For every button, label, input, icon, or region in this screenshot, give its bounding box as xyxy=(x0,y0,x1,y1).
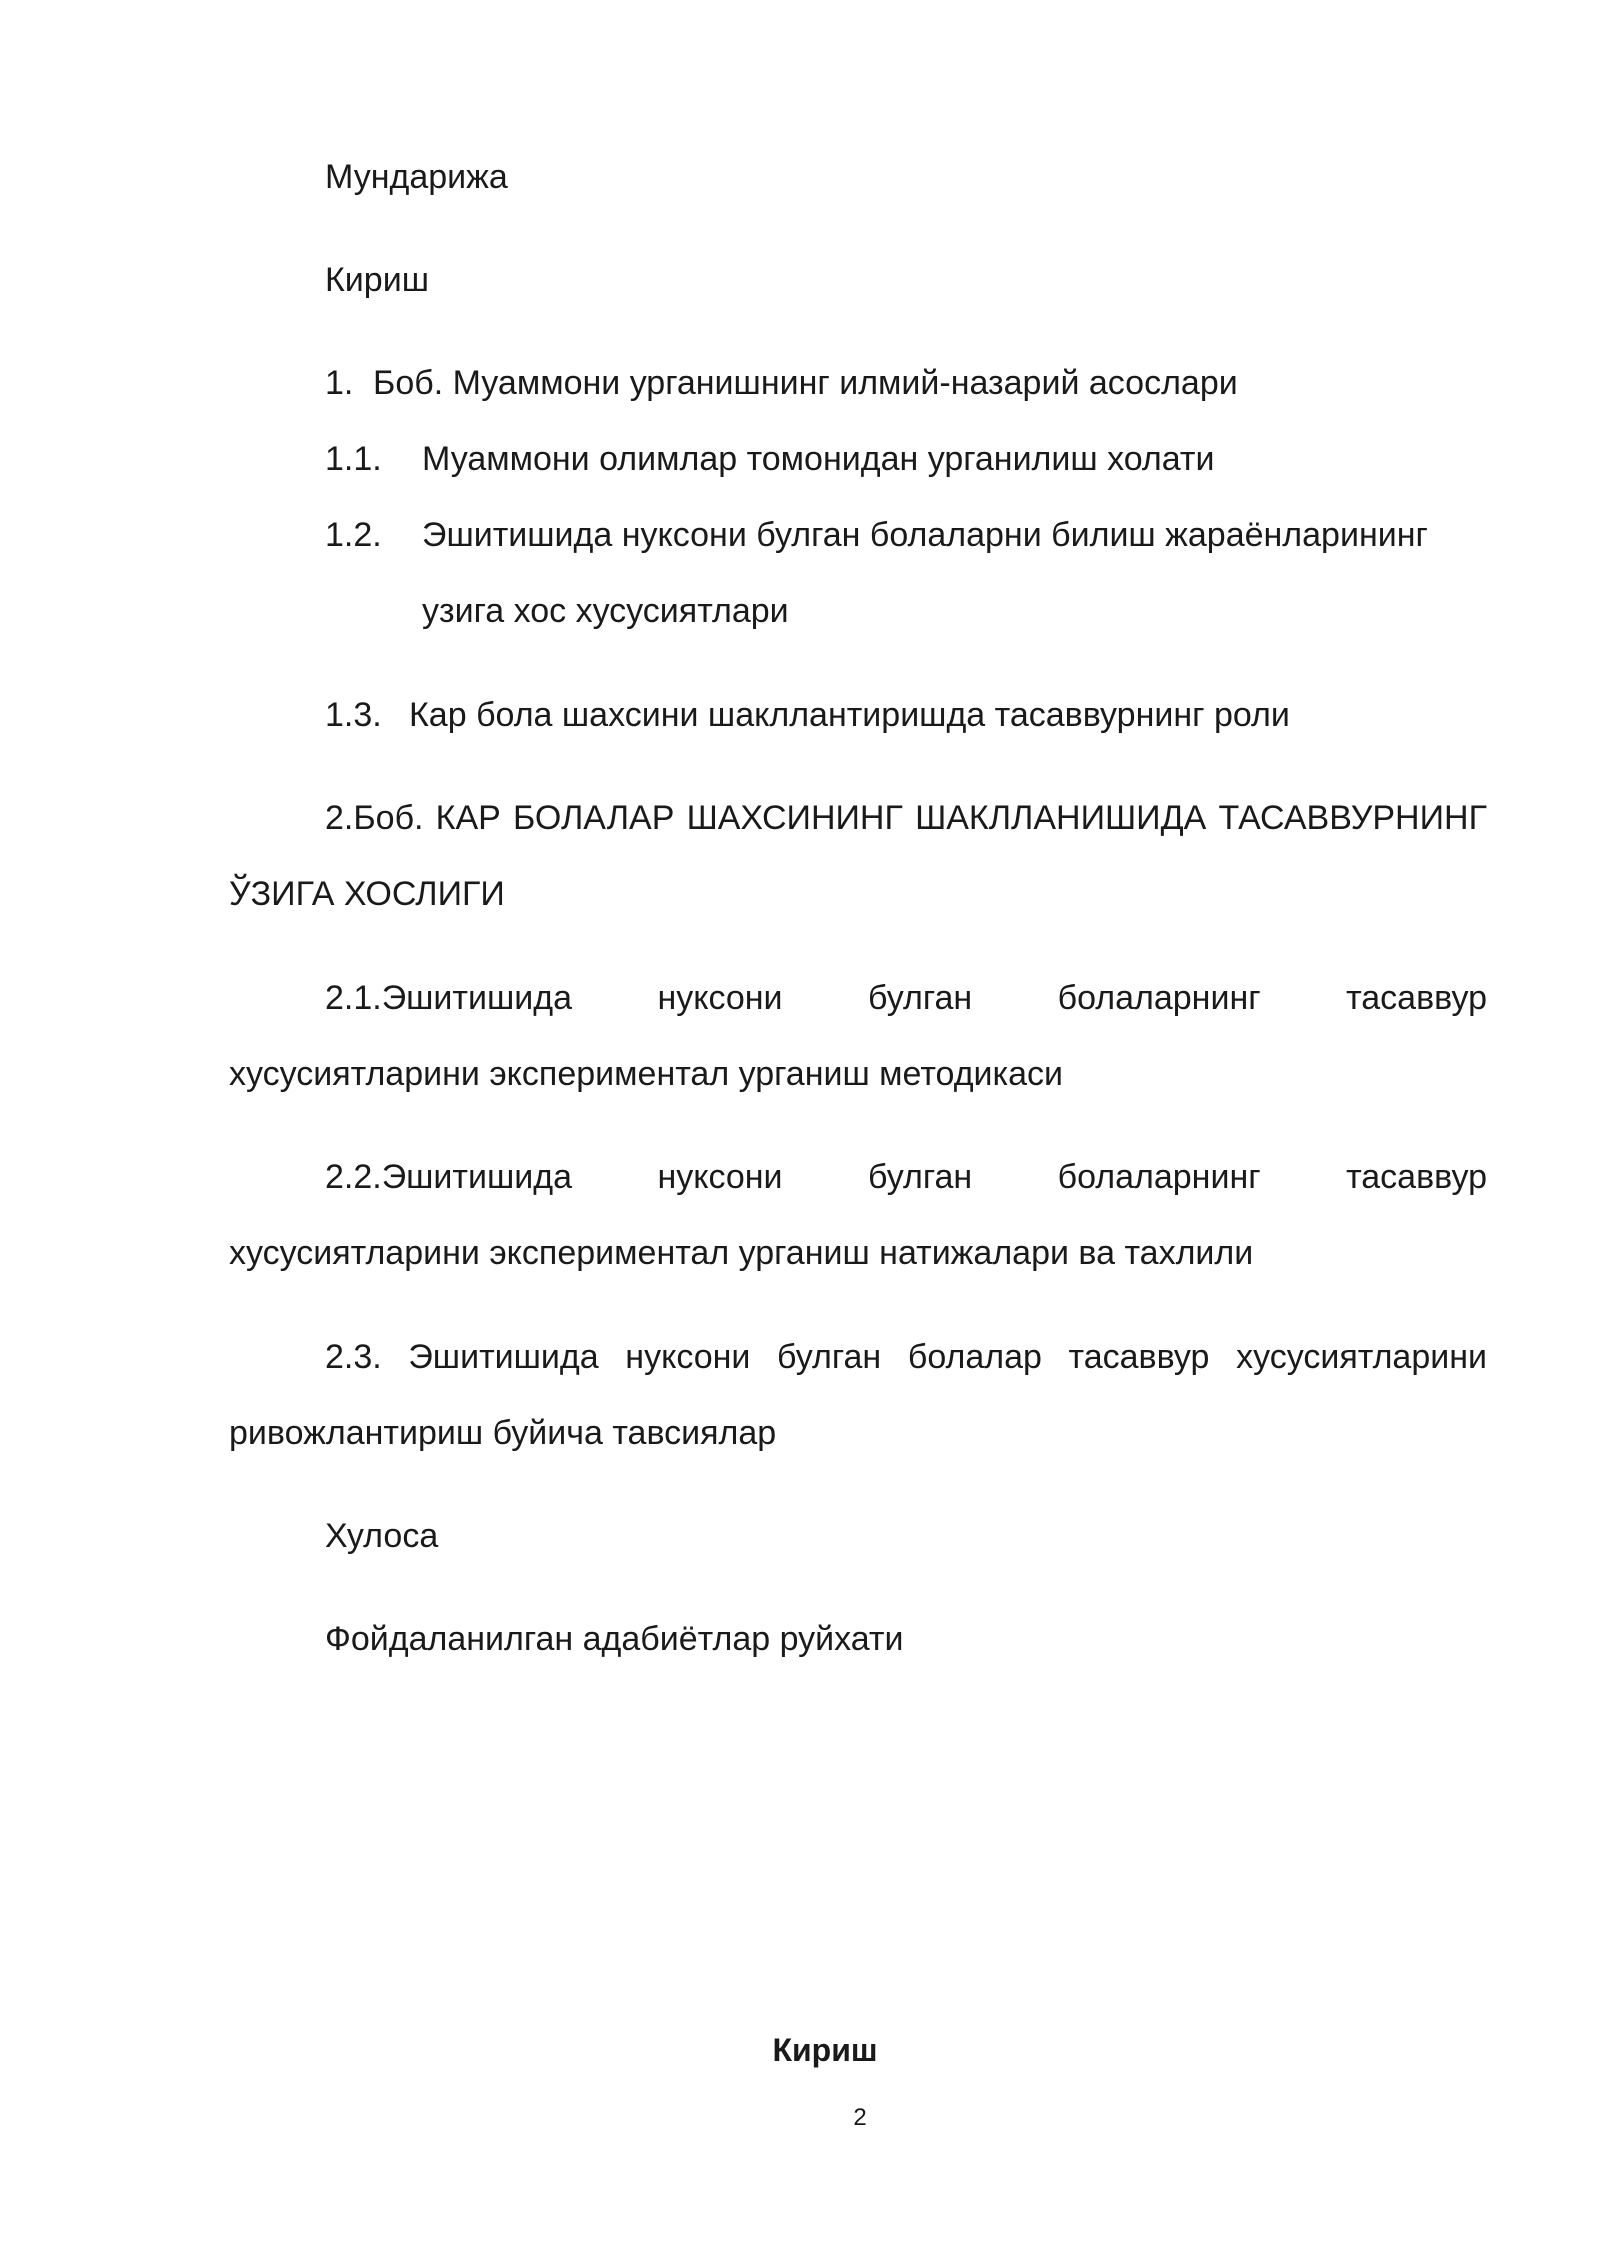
toc-item-chapter-2: 2.Боб. КАР БОЛАЛАР ШАХСИНИНГ ШАКЛЛАНИШИДА ТАСАВВУРНИНГ xyxy=(325,799,1487,837)
toc-item-chapter-1 xyxy=(325,363,1238,403)
toc-item-label: Эшитишида нуксони булган болаларни билиш жараёнларининг xyxy=(422,516,1428,554)
toc-item-2-3: 2.3. Эшитишида нуксони булган болалар тасаввур хусусиятларини xyxy=(325,1338,1487,1376)
toc-item-intro: Кириш xyxy=(325,261,429,299)
toc-item-label: Кар бола шахсини шакллантиришда тасаввурнинг роли xyxy=(409,696,1290,734)
toc-item-references: Фойдаланилган адабиётлар руйхати xyxy=(325,1620,904,1658)
toc-item-2-1: 2.1.Эшитишида нуксони булган болаларнинг тасаввур xyxy=(325,979,1487,1017)
toc-item-2-1-continuation: хусусиятларини экспериментал урганиш методикаси xyxy=(229,1055,1064,1093)
section-heading: Кириш xyxy=(772,2032,878,2068)
toc-item-number: 1. xyxy=(325,364,354,402)
toc-item-conclusion: Хулоса xyxy=(325,1517,439,1555)
toc-item-2-2-continuation: хусусиятларини экспериментал урганиш натижалари ва тахлили xyxy=(229,1234,1254,1272)
toc-item-label: Боб. Муаммони урганишнинг илмий-назарий асослари xyxy=(373,364,1238,402)
toc-item-2-3-continuation: ривожлантириш буйича тавсиялар xyxy=(229,1414,777,1452)
toc-item-1-1 xyxy=(325,439,1214,479)
toc-item-1-2-continuation: узига хос хусусиятлари xyxy=(422,592,789,630)
toc-title: Мундарижа xyxy=(325,158,508,196)
toc-item-label: Муаммони олимлар томонидан урганилиш холати xyxy=(422,440,1215,478)
toc-item-1-3 xyxy=(325,695,1290,735)
page-number: 2 xyxy=(853,2104,867,2131)
toc-item-number: 1.3. xyxy=(325,696,382,734)
toc-item-chapter-2-continuation: ЎЗИГА ХОСЛИГИ xyxy=(229,875,505,913)
toc-item-1-2 xyxy=(325,515,1428,555)
toc-item-2-2: 2.2.Эшитишида нуксони булган болаларнинг тасаввур xyxy=(325,1158,1487,1196)
toc-item-number: 1.1. xyxy=(325,440,382,478)
toc-item-number: 1.2. xyxy=(325,516,382,554)
